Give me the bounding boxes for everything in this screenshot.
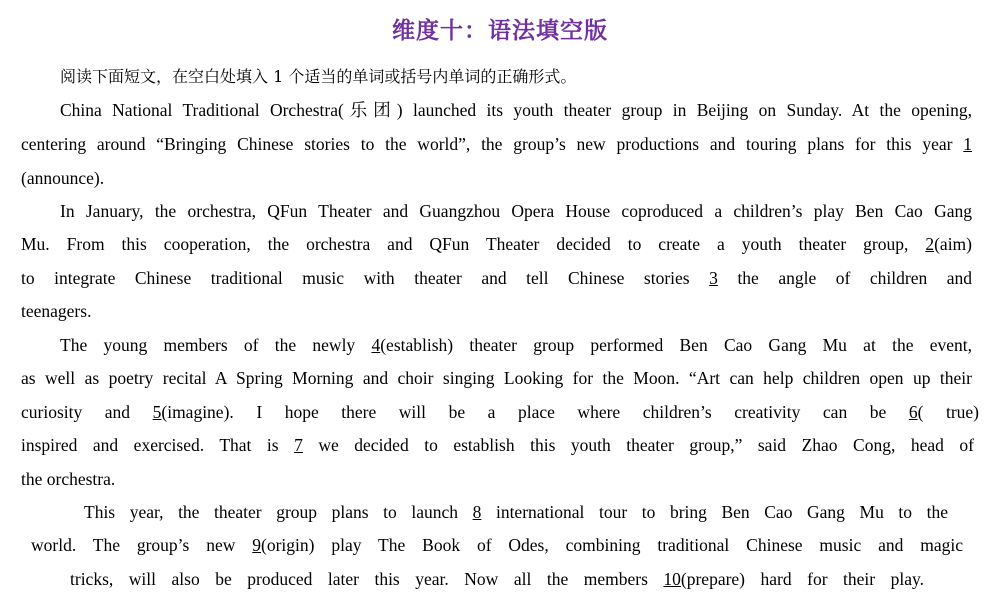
text-line: tricks, will also be produced later this year. Now all the members 10(prepare) hard for their play.	[70, 569, 924, 589]
text-line: curiosity and 5(imagine). I hope there will be a place where children’s creativity can be 6( true)	[21, 402, 980, 422]
text-line: world. The group’s new 9(origin) play The Book of Odes, combining traditional Chinese music and magic	[31, 535, 964, 555]
blank-3[interactable]: 3	[709, 268, 718, 288]
blank-10[interactable]: 10	[663, 569, 681, 589]
text-line: The young members of the newly 4(establish) theater group performed Ben Cao Gang Mu at the event,	[60, 335, 973, 355]
text-line: centering around “Bringing Chinese stories to the world”, the group’s new productions and touring plans for this year 1	[21, 134, 972, 154]
blank-7[interactable]: 7	[294, 435, 303, 455]
blank-1[interactable]: 1	[963, 134, 972, 154]
text-line: teenagers.	[21, 301, 92, 321]
page-title: 维度十：语法填空版	[392, 18, 608, 44]
blank-2[interactable]: 2	[925, 234, 935, 254]
text-line: the orchestra.	[21, 469, 116, 489]
blank-4[interactable]: 4	[371, 335, 381, 355]
text-line: (announce).	[21, 168, 105, 188]
blank-5[interactable]: 5	[152, 402, 162, 422]
blank-6[interactable]: 6	[908, 402, 918, 422]
text-line: Mu. From this cooperation, the orchestra and QFun Theater decided to create a youth theater group, 2(aim)	[21, 234, 972, 254]
text-line: This year, the theater group plans to launch 8 international tour to bring Ben Cao Gang Mu to the	[84, 502, 948, 522]
text-line: In January, the orchestra, QFun Theater and Guangzhou Opera House coproduced a children’s play Ben Cao Gang	[60, 201, 972, 221]
text-line: China National Traditional Orchestra(乐团) launched its youth theater group in Beijing on Sunday. At the opening,	[60, 100, 972, 120]
blank-8[interactable]: 8	[472, 502, 482, 522]
text-line: as well as poetry recital A Spring Morning and choir singing Looking for the Moon. “Art can help children open up their	[21, 368, 972, 388]
text-line: to integrate Chinese traditional music with theater and tell Chinese stories 3 the angle of children and	[21, 268, 973, 288]
blank-9[interactable]: 9	[252, 535, 262, 555]
text-line: inspired and exercised. That is 7 we decided to establish this youth theater group,” said Zhao Cong, head of	[21, 435, 974, 455]
instruction: 阅读下面短文，在空白处填入 1 个适当的单词或括号内单词的正确形式。	[60, 67, 577, 86]
